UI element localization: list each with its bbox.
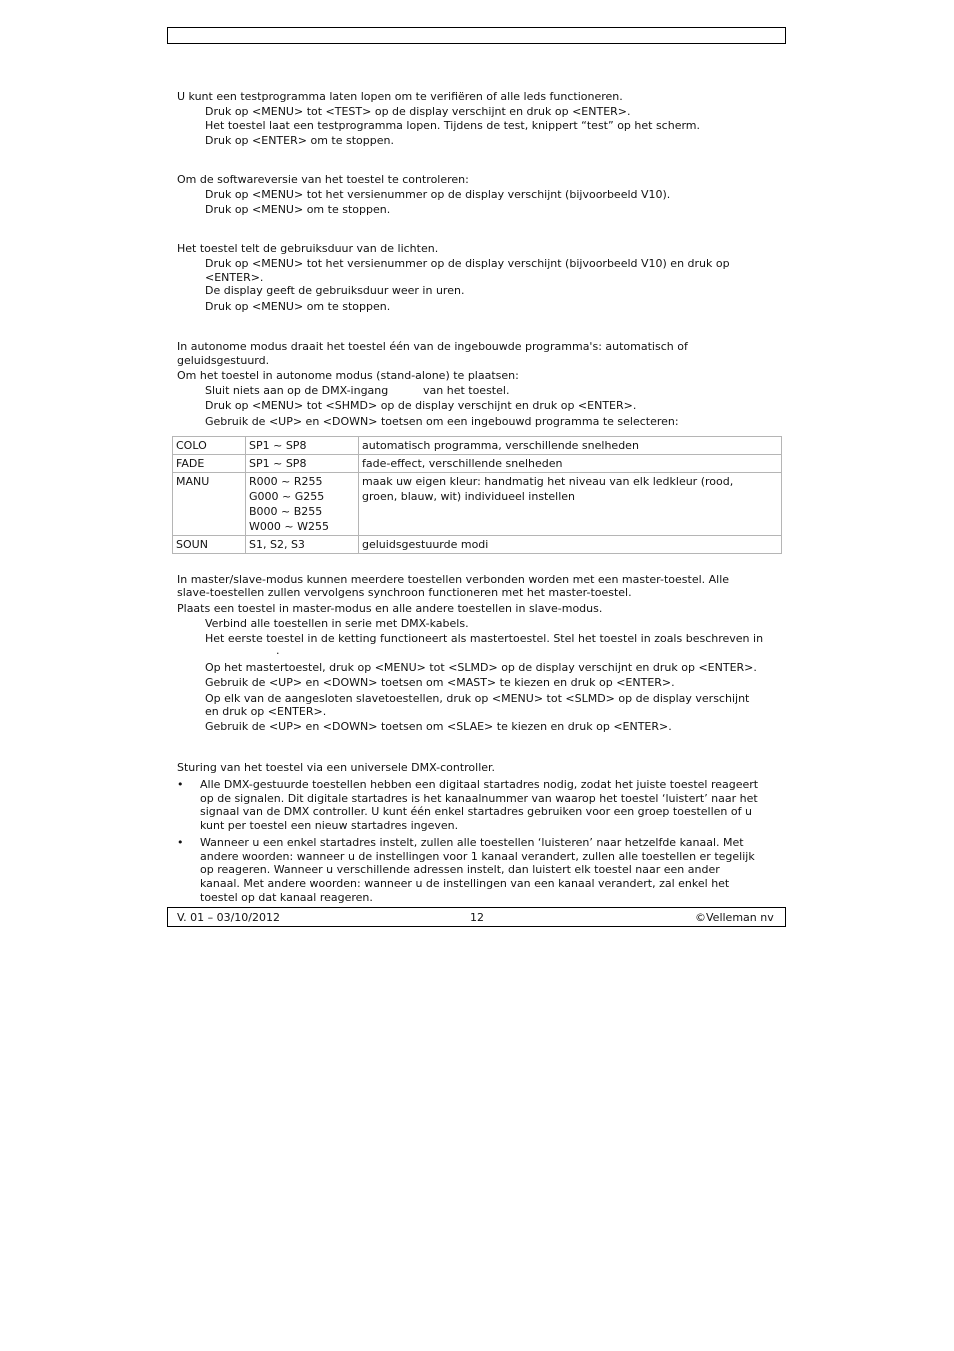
desc-cell — [359, 536, 782, 554]
test-step-3: Druk op <ENTER> om te stoppen. — [205, 134, 394, 147]
footer-copyright: ©Velleman nv — [695, 911, 774, 924]
table-row — [173, 437, 782, 455]
standalone-step-3: Gebruik de <UP> en <DOWN> toetsen om een ingebouwd programma te selecteren: — [205, 415, 679, 428]
footer-version: V. 01 – 03/10/2012 — [177, 911, 280, 924]
dmx-bullet-1 — [200, 778, 780, 833]
masterslave-step-5-cont: en druk op <ENTER>. — [205, 705, 327, 718]
desc-value: automatisch programma, verschillende snelheden — [362, 439, 639, 452]
masterslave-step-1: Verbind alle toestellen in serie met DMX-kabels. — [205, 617, 469, 630]
desc-cell — [359, 455, 782, 473]
table-row — [173, 536, 782, 554]
masterslave-step-3: Op het mastertoestel, druk op <MENU> tot <SLMD> op de display verschijnt en druk op <ENTER>. — [205, 661, 757, 674]
hours-step-1-cont: <ENTER>. — [205, 271, 264, 284]
desc-value: maak uw eigen kleur: handmatig het niveau van elk ledkleur (rood, — [362, 475, 734, 488]
bullet-line: signaal van de DMX controller. U kunt één enkel startadres gebruiken voor een groep toestellen of u — [200, 805, 752, 819]
range-value: SP1 ~ SP8 — [249, 439, 307, 452]
standalone-step-1a: Sluit niets aan op de DMX-ingang — [205, 384, 389, 397]
bullet-line: kanaal. Met andere woorden: wanneer u de instellingen van een kanaal verandert, zal enkel het — [200, 877, 730, 891]
bullet-line: op de signalen. Dit digitale startadres is het kanaalnummer van waarop het toestel ‘luistert’ naar het — [200, 791, 758, 805]
standalone-intro-1: In autonome modus draait het toestel één van de ingebouwde programma's: automatisch of — [177, 340, 688, 353]
dmx-bullet-2 — [200, 836, 780, 905]
hours-step-1: Druk op <MENU> tot het versienummer op de display verschijnt (bijvoorbeeld V10) en druk op — [205, 257, 730, 270]
standalone-step-1b: van het toestel. — [423, 384, 510, 397]
version-step-1: Druk op <MENU> tot het versienummer op de display verschijnt (bijvoorbeeld V10). — [205, 188, 671, 201]
desc-value: geluidsgestuurde modi — [362, 538, 489, 551]
range-value: W000 ~ W255 — [249, 520, 329, 533]
masterslave-step-6: Gebruik de <UP> en <DOWN> toetsen om <SLAE> te kiezen en druk op <ENTER>. — [205, 720, 672, 733]
table-row — [173, 455, 782, 473]
footer-page-number: 12 — [470, 911, 484, 924]
test-intro: U kunt een testprogramma laten lopen om te verifiëren of alle leds functioneren. — [177, 90, 623, 103]
masterslave-step-2-cont: . — [276, 644, 280, 657]
masterslave-intro-3: Plaats een toestel in master-modus en alle andere toestellen in slave-modus. — [177, 602, 603, 615]
header-box — [167, 27, 786, 44]
hours-step-3: Druk op <MENU> om te stoppen. — [205, 300, 391, 313]
mode-cell: MANU — [173, 473, 246, 536]
standalone-step-2: Druk op <MENU> tot <SHMD> op de display verschijnt en druk op <ENTER>. — [205, 399, 637, 412]
bullet-line: toestel op dat kanaal reageren. — [200, 890, 373, 904]
desc-value: groen, blauw, wit) individueel instellen — [362, 490, 575, 503]
mode-cell: FADE — [173, 455, 246, 473]
bullet-marker: • — [177, 836, 184, 849]
range-cell — [246, 536, 359, 554]
version-intro: Om de softwareversie van het toestel te controleren: — [177, 173, 469, 186]
desc-cell — [359, 473, 782, 536]
masterslave-step-5: Op elk van de aangesloten slavetoestellen, druk op <MENU> tot <SLMD> op de display verschijnt — [205, 692, 750, 705]
desc-value: fade-effect, verschillende snelheden — [362, 457, 563, 470]
masterslave-step-2: Het eerste toestel in de ketting functioneert als mastertoestel. Stel het toestel in zoals beschreven in — [205, 632, 764, 645]
bullet-line: kunt per toestel een nieuw startadres ingeven. — [200, 819, 459, 833]
version-step-2: Druk op <MENU> om te stoppen. — [205, 203, 391, 216]
bullet-line: andere woorden: wanneer u de instellingen voor 1 kanaal verandert, zullen alle toestellen er tegelijk — [200, 849, 755, 863]
range-cell — [246, 455, 359, 473]
mode-cell: SOUN — [173, 536, 246, 554]
range-value: SP1 ~ SP8 — [249, 457, 307, 470]
test-step-2: Het toestel laat een testprogramma lopen. Tijdens de test, knippert “test” op het scherm. — [205, 119, 701, 132]
bullet-line: op reageren. Wanneer u verschillende adressen instelt, dan luistert elk toestel naar een ander — [200, 863, 720, 877]
range-value: S1, S2, S3 — [249, 538, 305, 551]
standalone-intro-3: Om het toestel in autonome modus (stand-alone) te plaatsen: — [177, 369, 519, 382]
program-modes-table — [172, 436, 782, 554]
bullet-marker: • — [177, 778, 184, 791]
masterslave-intro-1: In master/slave-modus kunnen meerdere toestellen verbonden worden met een master-toestel. Alle — [177, 573, 730, 586]
test-step-1: Druk op <MENU> tot <TEST> op de display verschijnt en druk op <ENTER>. — [205, 105, 631, 118]
mode-cell: COLO — [173, 437, 246, 455]
range-value: R000 ~ R255 — [249, 475, 323, 488]
range-value: B000 ~ B255 — [249, 505, 323, 518]
hours-step-2: De display geeft de gebruiksduur weer in uren. — [205, 284, 465, 297]
table-row — [173, 473, 782, 536]
masterslave-intro-2: slave-toestellen zullen vervolgens synchroon functioneren met het master-toestel. — [177, 586, 632, 599]
hours-intro: Het toestel telt de gebruiksduur van de lichten. — [177, 242, 439, 255]
desc-cell — [359, 437, 782, 455]
range-value: G000 ~ G255 — [249, 490, 325, 503]
range-cell — [246, 473, 359, 536]
standalone-intro-2: geluidsgestuurd. — [177, 354, 270, 367]
bullet-line: Wanneer u een enkel startadres instelt, zullen alle toestellen ‘luisteren’ naar hetzelfde kanaal. Met — [200, 836, 744, 849]
range-cell — [246, 437, 359, 455]
dmx-intro: Sturing van het toestel via een universele DMX-controller. — [177, 761, 496, 774]
masterslave-step-4: Gebruik de <UP> en <DOWN> toetsen om <MAST> te kiezen en druk op <ENTER>. — [205, 676, 675, 689]
bullet-line: Alle DMX-gestuurde toestellen hebben een digitaal startadres nodig, zodat het juiste toestel reageert — [200, 778, 759, 791]
